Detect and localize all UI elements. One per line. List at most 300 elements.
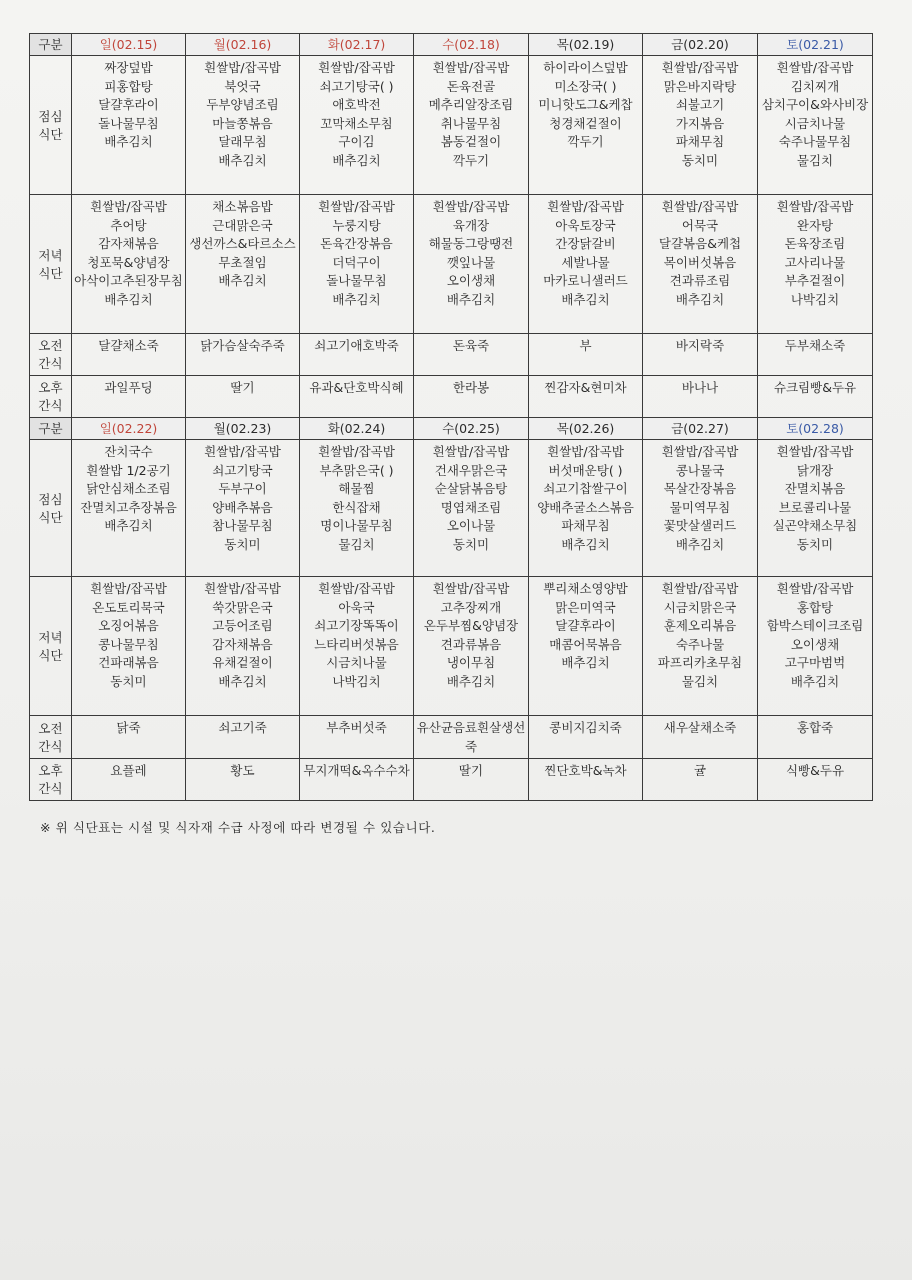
menu-cell (529, 376, 643, 418)
menu-cell (186, 334, 300, 376)
menu-cell (414, 376, 529, 418)
menu-cell (643, 334, 758, 376)
row-label (30, 716, 72, 759)
menu-item: 훈제오리볶음 (663, 618, 737, 633)
menu-item: 오전 (38, 720, 63, 736)
menu-item: 함박스테이크조림 (766, 618, 864, 633)
menu-item: 배추김치 (104, 291, 153, 307)
menu-item: 무초절임 (218, 254, 267, 270)
menu-cell (758, 577, 873, 716)
menu-item: 흰쌀밥/잡곡밥 (204, 60, 281, 75)
menu-item: 흰쌀밥/잡곡밥 (661, 444, 739, 459)
menu-item: 감자채볶음 (98, 236, 159, 251)
menu-item: 시금치나물 (784, 115, 846, 131)
menu-item: 메추리알장조림 (428, 97, 514, 112)
menu-item: 시금치맑은국 (663, 599, 737, 615)
menu-item: 오후 (38, 763, 63, 778)
menu-cell (758, 376, 873, 418)
menu-item: 흰쌀밥/잡곡밥 (318, 444, 395, 459)
menu-item: 동치미 (681, 152, 719, 168)
menu-item: 바지락죽 (675, 338, 725, 353)
menu-cell (300, 56, 414, 195)
menu-item: 흰쌀밥/잡곡밥 (661, 199, 739, 214)
menu-item: 콩비지김치죽 (549, 720, 622, 735)
menu-item: 미소장국( ) (554, 78, 617, 94)
menu-item: 배추김치 (218, 273, 267, 288)
menu-item: 어묵국 (681, 217, 719, 233)
menu-item: 찐단호박&녹차 (544, 763, 627, 778)
menu-cell (300, 759, 414, 801)
day-header: 수(02.18) (414, 34, 529, 56)
menu-item: 흰쌀밥/잡곡밥 (432, 199, 510, 214)
menu-item: 돈육죽 (452, 338, 490, 353)
menu-item: 고등어조림 (212, 618, 273, 633)
menu-item: 청경채겉절이 (549, 115, 622, 131)
row-afternoon-snack (30, 759, 873, 801)
menu-item: 동치미 (224, 536, 261, 552)
menu-cell (300, 716, 414, 759)
menu-cell (300, 440, 414, 577)
menu-cell (186, 195, 300, 334)
menu-cell (186, 56, 300, 195)
menu-cell (186, 440, 300, 577)
menu-item: 두부구이 (218, 481, 267, 496)
menu-item: 귤 (693, 763, 707, 778)
meal-plan-table (29, 33, 873, 801)
menu-item: 아욱국 (338, 599, 375, 615)
menu-item: 미니핫도그&케찹 (538, 97, 633, 112)
menu-item: 돈육간장볶음 (320, 236, 393, 251)
menu-item: 콩나물국 (675, 462, 725, 478)
menu-item: 흰쌀밥/잡곡밥 (318, 199, 395, 214)
menu-item: 흰쌀밥/잡곡밥 (661, 581, 739, 596)
menu-item: 숙주나물 (675, 636, 725, 652)
menu-item: 두부채소죽 (784, 338, 846, 353)
menu-item: 마카로니샐러드 (543, 273, 628, 288)
menu-item: 저녁 (38, 247, 63, 263)
menu-item: 오이생채 (446, 273, 496, 288)
menu-item: 동치미 (110, 673, 147, 689)
menu-item: 요플레 (110, 763, 147, 778)
menu-item: 흰쌀밥/잡곡밥 (661, 60, 739, 75)
day-header: 화(02.17) (300, 34, 414, 56)
menu-item: 채소볶음밥 (212, 199, 273, 214)
menu-cell (72, 577, 186, 716)
menu-item: 깍두기 (567, 134, 604, 149)
row-label (30, 376, 72, 418)
menu-item: 두부양념조림 (206, 97, 279, 112)
menu-item: 동치미 (452, 536, 490, 552)
row-afternoon-snack (30, 376, 873, 418)
menu-item: 고추장찌개 (440, 599, 502, 615)
menu-item: 추어탕 (110, 217, 147, 233)
menu-item: 건새우맑은국 (434, 462, 508, 478)
header-label: 구분 (30, 418, 72, 440)
menu-cell (186, 376, 300, 418)
menu-item: 달걀후라이 (98, 97, 159, 112)
menu-item: 숙주나물무침 (778, 134, 852, 149)
menu-item: 부 (579, 338, 592, 353)
menu-item: 배추김치 (446, 673, 496, 689)
day-header: 월(02.23) (186, 418, 300, 440)
menu-item: 유산균음료흰살생선죽 (416, 720, 526, 754)
menu-item: 달걀후라이 (555, 618, 616, 633)
menu-item: 부추버섯죽 (326, 720, 387, 735)
menu-item: 깍두기 (452, 152, 490, 168)
day-header: 수(02.25) (414, 418, 529, 440)
menu-cell (300, 577, 414, 716)
menu-item: 배추김치 (790, 673, 840, 689)
menu-cell (529, 759, 643, 801)
menu-item: 해물찜 (338, 481, 375, 496)
menu-item: 돌나물무침 (326, 273, 387, 288)
menu-item: 딸기 (230, 380, 255, 395)
menu-item: 배추김치 (446, 291, 496, 307)
row-morning-snack (30, 716, 873, 759)
menu-cell (643, 759, 758, 801)
menu-item: 식단 (38, 647, 63, 663)
menu-item: 부추겉절이 (784, 273, 846, 288)
menu-item: 한식잡채 (332, 499, 381, 515)
menu-item: 아삭이고추된장무침 (74, 273, 183, 288)
menu-item: 견과류볶음 (440, 636, 502, 652)
row-label (30, 56, 72, 195)
menu-item: 유과&단호박식혜 (309, 380, 404, 395)
menu-item: 간식 (38, 356, 63, 371)
day-header: 화(02.24) (300, 418, 414, 440)
menu-cell (72, 56, 186, 195)
row-label (30, 334, 72, 376)
menu-item: 나박김치 (332, 673, 381, 689)
menu-item: 돌나물무침 (98, 115, 159, 131)
menu-item: 쇠고기탕국( ) (319, 78, 394, 94)
menu-item: 쑥갓맑은국 (212, 599, 273, 615)
menu-cell (643, 716, 758, 759)
menu-cell (529, 56, 643, 195)
menu-cell (300, 195, 414, 334)
menu-cell (414, 195, 529, 334)
menu-cell (758, 195, 873, 334)
menu-item: 명엽채조림 (440, 499, 502, 515)
menu-item: 흰쌀밥/잡곡밥 (776, 444, 854, 459)
menu-item: 봄동겉절이 (440, 134, 502, 149)
menu-cell (758, 759, 873, 801)
menu-item: 오이나물 (446, 518, 496, 533)
row-lunch (30, 56, 873, 195)
menu-item: 홍합죽 (796, 720, 834, 735)
day-header: 목(02.26) (529, 418, 643, 440)
menu-item: 하이라이스덮밥 (543, 60, 628, 75)
menu-item: 저녁 (38, 629, 63, 645)
menu-cell (758, 440, 873, 577)
menu-cell (414, 759, 529, 801)
menu-item: 한라봉 (452, 380, 490, 395)
menu-item: 배추김치 (218, 152, 267, 168)
menu-item: 애호박전 (332, 97, 381, 112)
day-header: 월(02.16) (186, 34, 300, 56)
menu-cell (643, 577, 758, 716)
menu-item: 청포묵&양념장 (87, 254, 170, 270)
menu-item: 시금치나물 (326, 655, 387, 670)
menu-item: 깻잎나물 (446, 254, 496, 270)
menu-item: 짜장덮밥 (104, 60, 153, 75)
menu-item: 쇠불고기 (675, 97, 725, 112)
menu-cell (529, 577, 643, 716)
menu-item: 오전 (38, 338, 63, 353)
menu-item: 생선까스&타르소스 (189, 236, 296, 251)
menu-item: 콩나물무침 (98, 636, 159, 652)
menu-item: 돈육장조림 (784, 236, 846, 251)
day-header: 금(02.27) (643, 418, 758, 440)
menu-item: 배추김치 (104, 518, 153, 533)
menu-item: 배추김치 (561, 291, 610, 307)
menu-item: 닭죽 (116, 720, 141, 735)
menu-item: 부추맑은국( ) (319, 462, 394, 478)
day-header: 목(02.19) (529, 34, 643, 56)
menu-item: 오이생채 (790, 636, 840, 652)
menu-item: 세발나물 (561, 254, 610, 270)
menu-item: 흰쌀밥/잡곡밥 (432, 60, 510, 75)
menu-cell (643, 376, 758, 418)
menu-item: 흰쌀밥/잡곡밥 (776, 199, 854, 214)
menu-item: 참나물무침 (212, 518, 273, 533)
menu-item: 무지개떡&옥수수차 (303, 763, 410, 778)
menu-item: 뿌리채소영양밥 (543, 581, 628, 596)
menu-item: 흰쌀밥/잡곡밥 (432, 581, 510, 596)
menu-cell (300, 376, 414, 418)
menu-item: 쇠고기탕국 (212, 462, 273, 478)
menu-item: 가지볶음 (675, 115, 725, 131)
menu-item: 식단 (38, 509, 63, 525)
menu-item: 달래무침 (218, 134, 267, 149)
menu-cell (529, 334, 643, 376)
menu-item: 잔멸치볶음 (784, 481, 846, 496)
menu-item: 황도 (230, 763, 255, 778)
menu-item: 느타리버섯볶음 (314, 636, 399, 652)
menu-cell (529, 716, 643, 759)
menu-cell (186, 577, 300, 716)
menu-item: 파채무침 (675, 134, 725, 149)
menu-item: 온도토리묵국 (92, 599, 165, 615)
menu-item: 식빵&두유 (785, 763, 845, 778)
menu-item: 감자채볶음 (212, 636, 273, 652)
header-label: 구분 (30, 34, 72, 56)
menu-item: 배추김치 (332, 152, 381, 168)
menu-item: 슈크림빵&두유 (773, 380, 857, 395)
meal-plan-body (30, 34, 873, 801)
menu-item: 누룽지탕 (332, 217, 381, 233)
day-header: 토(02.28) (758, 418, 873, 440)
menu-item: 구이김 (338, 134, 375, 149)
menu-item: 흰쌀밥/잡곡밥 (547, 444, 624, 459)
menu-item: 잔멸치고추장볶음 (80, 499, 177, 515)
menu-item: 육개장 (452, 217, 490, 233)
week-header-row (30, 418, 873, 440)
menu-item: 해물동그랑땡전 (428, 236, 514, 251)
menu-cell (414, 440, 529, 577)
menu-item: 아욱토장국 (555, 217, 616, 233)
menu-item: 오후 (38, 380, 63, 395)
menu-cell (758, 56, 873, 195)
menu-item: 점심 (38, 108, 63, 124)
menu-item: 마늘쫑볶음 (212, 115, 273, 131)
menu-item: 배추김치 (561, 536, 610, 552)
row-label (30, 440, 72, 577)
menu-item: 닭개장 (796, 462, 834, 478)
menu-item: 맑은바지락탕 (663, 78, 737, 94)
menu-item: 간장닭갈비 (555, 236, 616, 251)
footnote: ※ 위 식단표는 시설 및 식자재 수급 사정에 따라 변경될 수 있습니다. (40, 820, 436, 835)
menu-cell (643, 56, 758, 195)
menu-item: 목살간장볶음 (663, 481, 737, 496)
menu-item: 고구마범벅 (784, 655, 846, 670)
menu-cell (186, 759, 300, 801)
menu-item: 북엇국 (224, 78, 261, 94)
menu-item: 흰쌀밥/잡곡밥 (90, 581, 167, 596)
menu-item: 배추김치 (104, 134, 153, 149)
menu-item: 파프리카초무침 (657, 655, 743, 670)
week-header-row (30, 34, 873, 56)
day-header: 일(02.22) (72, 418, 186, 440)
menu-cell (414, 56, 529, 195)
menu-item: 냉이무침 (446, 655, 496, 670)
menu-item: 흰쌀밥/잡곡밥 (318, 581, 395, 596)
menu-item: 딸기 (458, 763, 484, 778)
menu-item: 실곤약채소무침 (772, 518, 858, 533)
menu-item: 동치미 (796, 536, 834, 552)
menu-cell (643, 440, 758, 577)
menu-item: 간식 (38, 738, 63, 754)
menu-item: 버섯매운탕( ) (548, 462, 623, 478)
menu-item: 달걀채소죽 (98, 338, 159, 353)
menu-item: 쇠고기찹쌀구이 (543, 481, 628, 496)
menu-item: 과일푸딩 (104, 380, 153, 395)
menu-item: 양배추굴소스볶음 (537, 499, 634, 515)
menu-item: 닭가슴살숙주죽 (200, 338, 285, 353)
menu-item: 흰쌀밥/잡곡밥 (90, 199, 167, 214)
row-morning-snack (30, 334, 873, 376)
menu-cell (186, 716, 300, 759)
menu-item: 흰쌀밥/잡곡밥 (776, 581, 854, 596)
menu-cell (72, 376, 186, 418)
menu-item: 삼치구이&와사비장 (761, 97, 869, 112)
menu-item: 간식 (38, 781, 63, 796)
menu-cell (414, 716, 529, 759)
day-header: 토(02.21) (758, 34, 873, 56)
menu-item: 흰쌀밥/잡곡밥 (776, 60, 854, 75)
menu-item: 매콤어묵볶음 (549, 636, 622, 652)
row-lunch (30, 440, 873, 577)
day-header: 금(02.20) (643, 34, 758, 56)
menu-item: 유채겉절이 (212, 655, 273, 670)
menu-item: 완자탕 (796, 217, 834, 233)
row-label (30, 759, 72, 801)
menu-item: 물김치 (796, 152, 834, 168)
menu-cell (300, 334, 414, 376)
menu-item: 배추김치 (675, 291, 725, 307)
menu-item: 돈육전골 (446, 78, 496, 94)
menu-item: 더덕구이 (332, 254, 381, 270)
menu-item: 온두부찜&양념장 (423, 618, 519, 633)
menu-item: 흰쌀밥/잡곡밥 (318, 60, 395, 75)
menu-item: 김치찌개 (790, 78, 840, 94)
menu-item: 배추김치 (332, 291, 381, 307)
menu-cell (414, 334, 529, 376)
menu-item: 꽃맛살샐러드 (663, 518, 737, 533)
menu-item: 달걀볶음&케첩 (658, 236, 742, 251)
menu-cell (72, 759, 186, 801)
menu-item: 고사리나물 (784, 254, 846, 270)
row-dinner (30, 195, 873, 334)
menu-cell (72, 716, 186, 759)
menu-cell (72, 334, 186, 376)
menu-item: 건파래볶음 (98, 655, 159, 670)
menu-item: 쇠고기장똑똑이 (314, 618, 399, 633)
menu-item: 흰쌀밥/잡곡밥 (204, 581, 281, 596)
menu-item: 점심 (38, 491, 63, 507)
menu-cell (72, 440, 186, 577)
menu-item: 흰쌀밥 1/2공기 (86, 462, 171, 478)
menu-item: 명이나물무침 (320, 518, 393, 533)
menu-item: 간식 (38, 398, 63, 413)
menu-item: 나박김치 (790, 291, 840, 307)
menu-cell (414, 577, 529, 716)
menu-item: 홍합탕 (796, 599, 834, 615)
menu-item: 파채무침 (561, 518, 610, 533)
menu-item: 흰쌀밥/잡곡밥 (547, 199, 624, 214)
row-dinner (30, 577, 873, 716)
menu-item: 배추김치 (561, 655, 610, 670)
menu-item: 순살닭볶음탕 (434, 481, 508, 496)
menu-item: 잔치국수 (104, 444, 153, 459)
row-label (30, 195, 72, 334)
menu-item: 쇠고기애호박죽 (314, 338, 399, 353)
menu-item: 식단 (38, 126, 63, 142)
menu-item: 오징어볶음 (98, 618, 159, 633)
menu-item: 배추김치 (218, 673, 267, 689)
menu-item: 브로콜리나물 (778, 499, 852, 515)
menu-item: 바나나 (681, 380, 719, 395)
menu-item: 식단 (38, 265, 63, 281)
menu-item: 피홍합탕 (104, 78, 153, 94)
menu-item: 흰쌀밥/잡곡밥 (432, 444, 510, 459)
menu-item: 닭안심채소조림 (86, 481, 171, 496)
menu-item: 쇠고기죽 (218, 720, 267, 735)
menu-cell (758, 716, 873, 759)
menu-item: 견과류조림 (669, 273, 731, 288)
menu-item: 배추김치 (675, 536, 725, 552)
menu-cell (758, 334, 873, 376)
menu-item: 근대맑은국 (212, 217, 273, 233)
day-header: 일(02.15) (72, 34, 186, 56)
menu-cell (72, 195, 186, 334)
menu-item: 물김치 (338, 536, 375, 552)
menu-item: 양배추볶음 (212, 499, 273, 515)
row-label (30, 577, 72, 716)
menu-cell (643, 195, 758, 334)
menu-cell (529, 195, 643, 334)
menu-item: 새우살채소죽 (663, 720, 737, 735)
menu-item: 흰쌀밥/잡곡밥 (204, 444, 281, 459)
menu-cell (529, 440, 643, 577)
menu-item: 물미역무침 (669, 499, 731, 515)
menu-item: 꼬막채소무침 (320, 115, 393, 131)
menu-item: 찐감자&현미차 (544, 380, 627, 395)
menu-item: 물김치 (681, 673, 719, 689)
menu-item: 맑은미역국 (555, 599, 616, 615)
menu-item: 목이버섯볶음 (663, 254, 737, 270)
menu-item: 취나물무침 (440, 115, 502, 131)
